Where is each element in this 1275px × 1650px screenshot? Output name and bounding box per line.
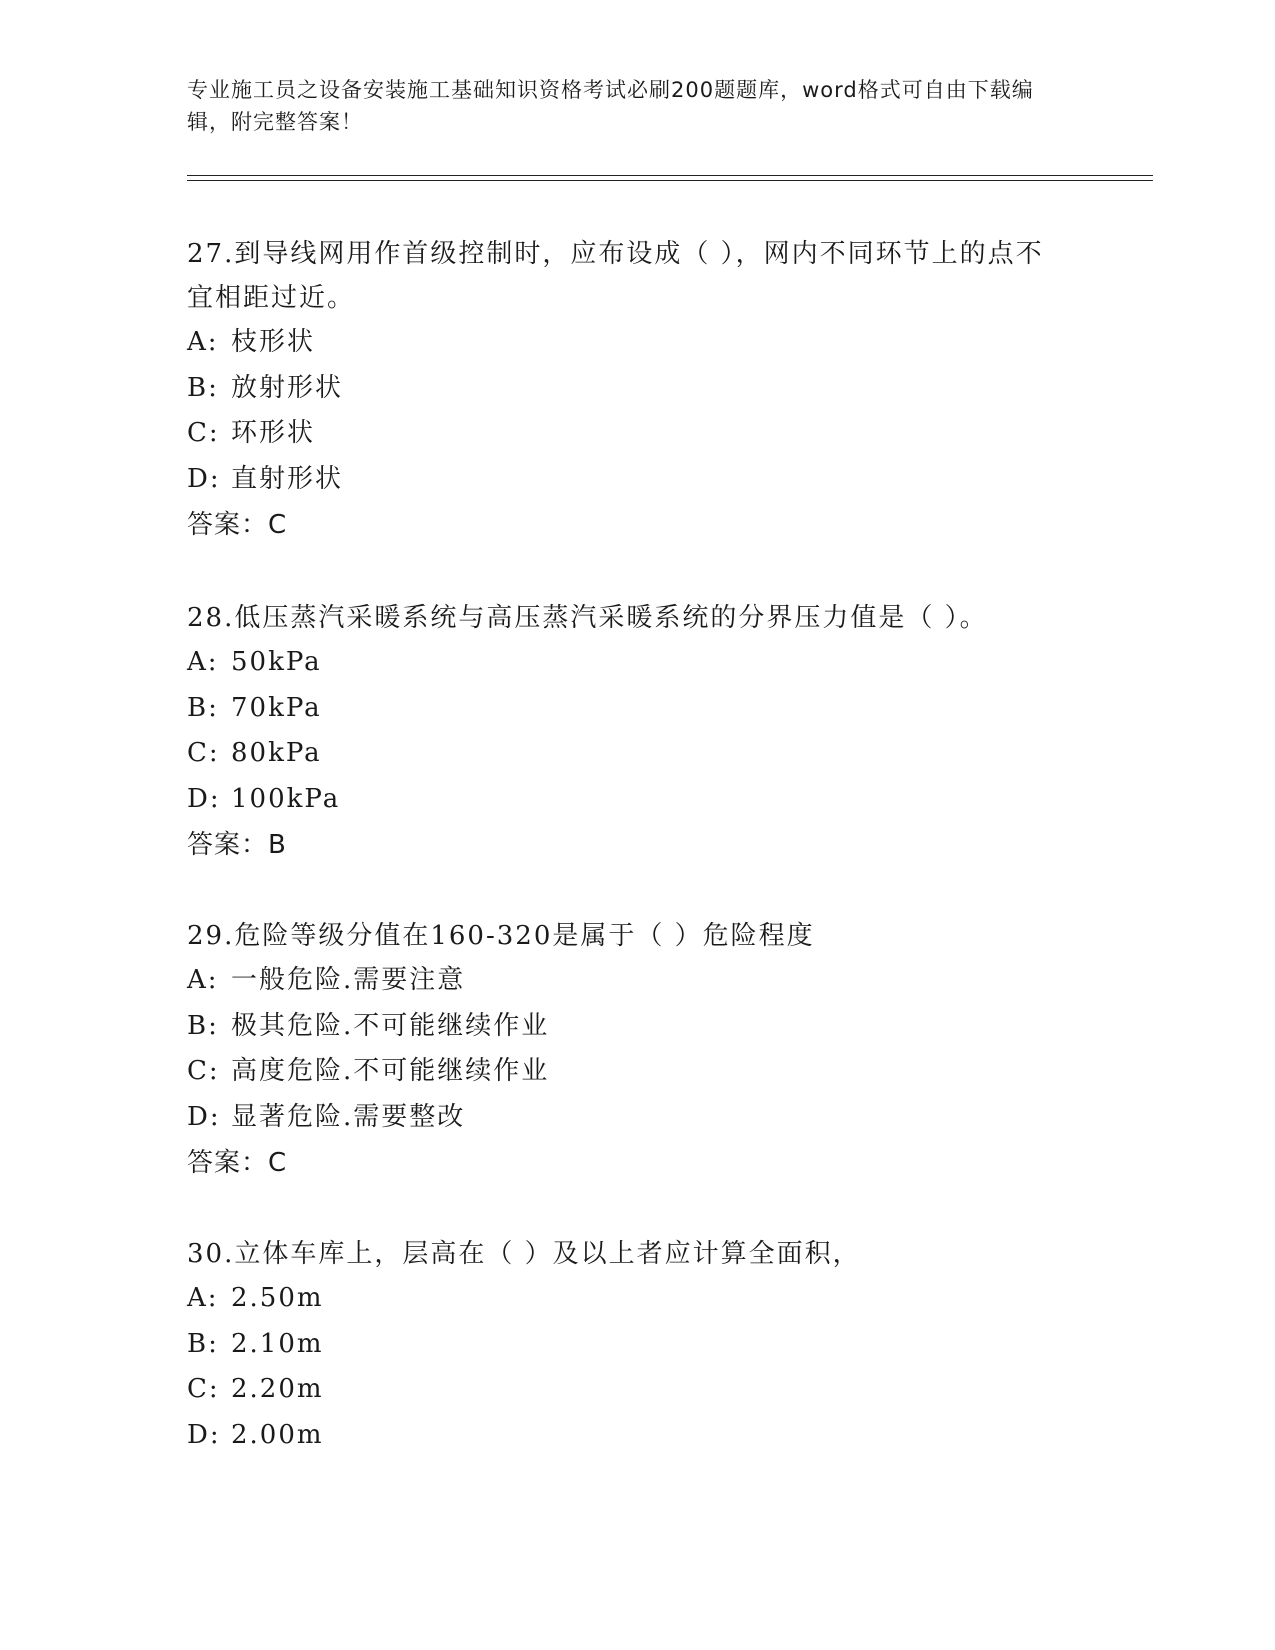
option-c <box>187 1367 1067 1413</box>
option-text: 一般危险.需要注意 <box>231 965 466 995</box>
option-key: A: <box>187 965 219 995</box>
option-b <box>187 1322 1067 1368</box>
option-key: D: <box>187 783 221 814</box>
question-28 <box>187 596 1067 868</box>
option-key: A: <box>187 647 219 677</box>
option-a <box>187 320 1067 366</box>
option-key: C: <box>187 418 220 448</box>
option-text: 直射形状 <box>231 463 344 494</box>
option-text: 环形状 <box>231 418 316 448</box>
option-key: B: <box>187 372 219 403</box>
option-text: 70kPa <box>231 692 322 723</box>
option-key: C: <box>187 1056 220 1086</box>
answer-label: 答案：C <box>187 1148 288 1178</box>
option-text: 2.20m <box>231 1374 324 1404</box>
option-b <box>187 686 1067 732</box>
document-header: 专业施工员之设备安装施工基础知识资格考试必刷200题题库，word格式可自由下载编辑，附完整答案！ <box>187 78 1034 134</box>
option-a <box>187 1276 1067 1322</box>
option-d <box>187 777 1067 823</box>
option-c <box>187 1049 1067 1095</box>
header-divider-top <box>187 175 1153 176</box>
option-key: D: <box>187 463 221 494</box>
header-divider-bottom <box>187 180 1153 181</box>
option-text: 2.10m <box>231 1328 324 1359</box>
question-stem: 30.立体车库上，层高在（ ）及以上者应计算全面积， <box>187 1239 861 1269</box>
option-a <box>187 640 1067 686</box>
option-text: 50kPa <box>231 647 322 677</box>
option-d <box>187 1095 1067 1141</box>
option-text: 2.00m <box>231 1419 324 1450</box>
option-text: 2.50m <box>231 1283 324 1313</box>
option-key: B: <box>187 692 219 723</box>
option-text: 显著危险.需要整改 <box>231 1101 466 1132</box>
answer-label: 答案：C <box>187 510 288 540</box>
option-key: C: <box>187 1374 220 1404</box>
question-27 <box>187 232 1067 548</box>
option-b <box>187 1004 1067 1050</box>
option-d <box>187 457 1067 503</box>
option-text: 枝形状 <box>231 327 316 357</box>
question-stem: 29.危险等级分值在160-320是属于（ ）危险程度 <box>187 921 815 951</box>
option-key: A: <box>187 327 219 357</box>
option-key: B: <box>187 1328 219 1359</box>
option-key: D: <box>187 1419 221 1450</box>
option-text: 极其危险.不可能继续作业 <box>231 1010 550 1041</box>
option-c <box>187 731 1067 777</box>
option-key: B: <box>187 1010 219 1041</box>
option-key: A: <box>187 1283 219 1313</box>
option-text: 高度危险.不可能继续作业 <box>231 1056 550 1086</box>
option-d <box>187 1413 1067 1459</box>
answer-label: 答案：B <box>187 830 287 860</box>
option-a <box>187 958 1067 1004</box>
option-key: C: <box>187 738 220 768</box>
question-30 <box>187 1232 1067 1458</box>
option-b <box>187 366 1067 412</box>
question-stem: 27.到导线网用作首级控制时，应布设成（ ），网内不同环节上的点不宜相距过近。 <box>187 239 1044 313</box>
option-c <box>187 411 1067 457</box>
option-key: D: <box>187 1101 221 1132</box>
option-text: 100kPa <box>231 783 341 814</box>
question-29 <box>187 914 1067 1186</box>
question-stem: 28.低压蒸汽采暖系统与高压蒸汽采暖系统的分界压力值是（ ）。 <box>187 603 988 633</box>
option-text: 放射形状 <box>231 372 344 403</box>
option-text: 80kPa <box>231 738 322 768</box>
